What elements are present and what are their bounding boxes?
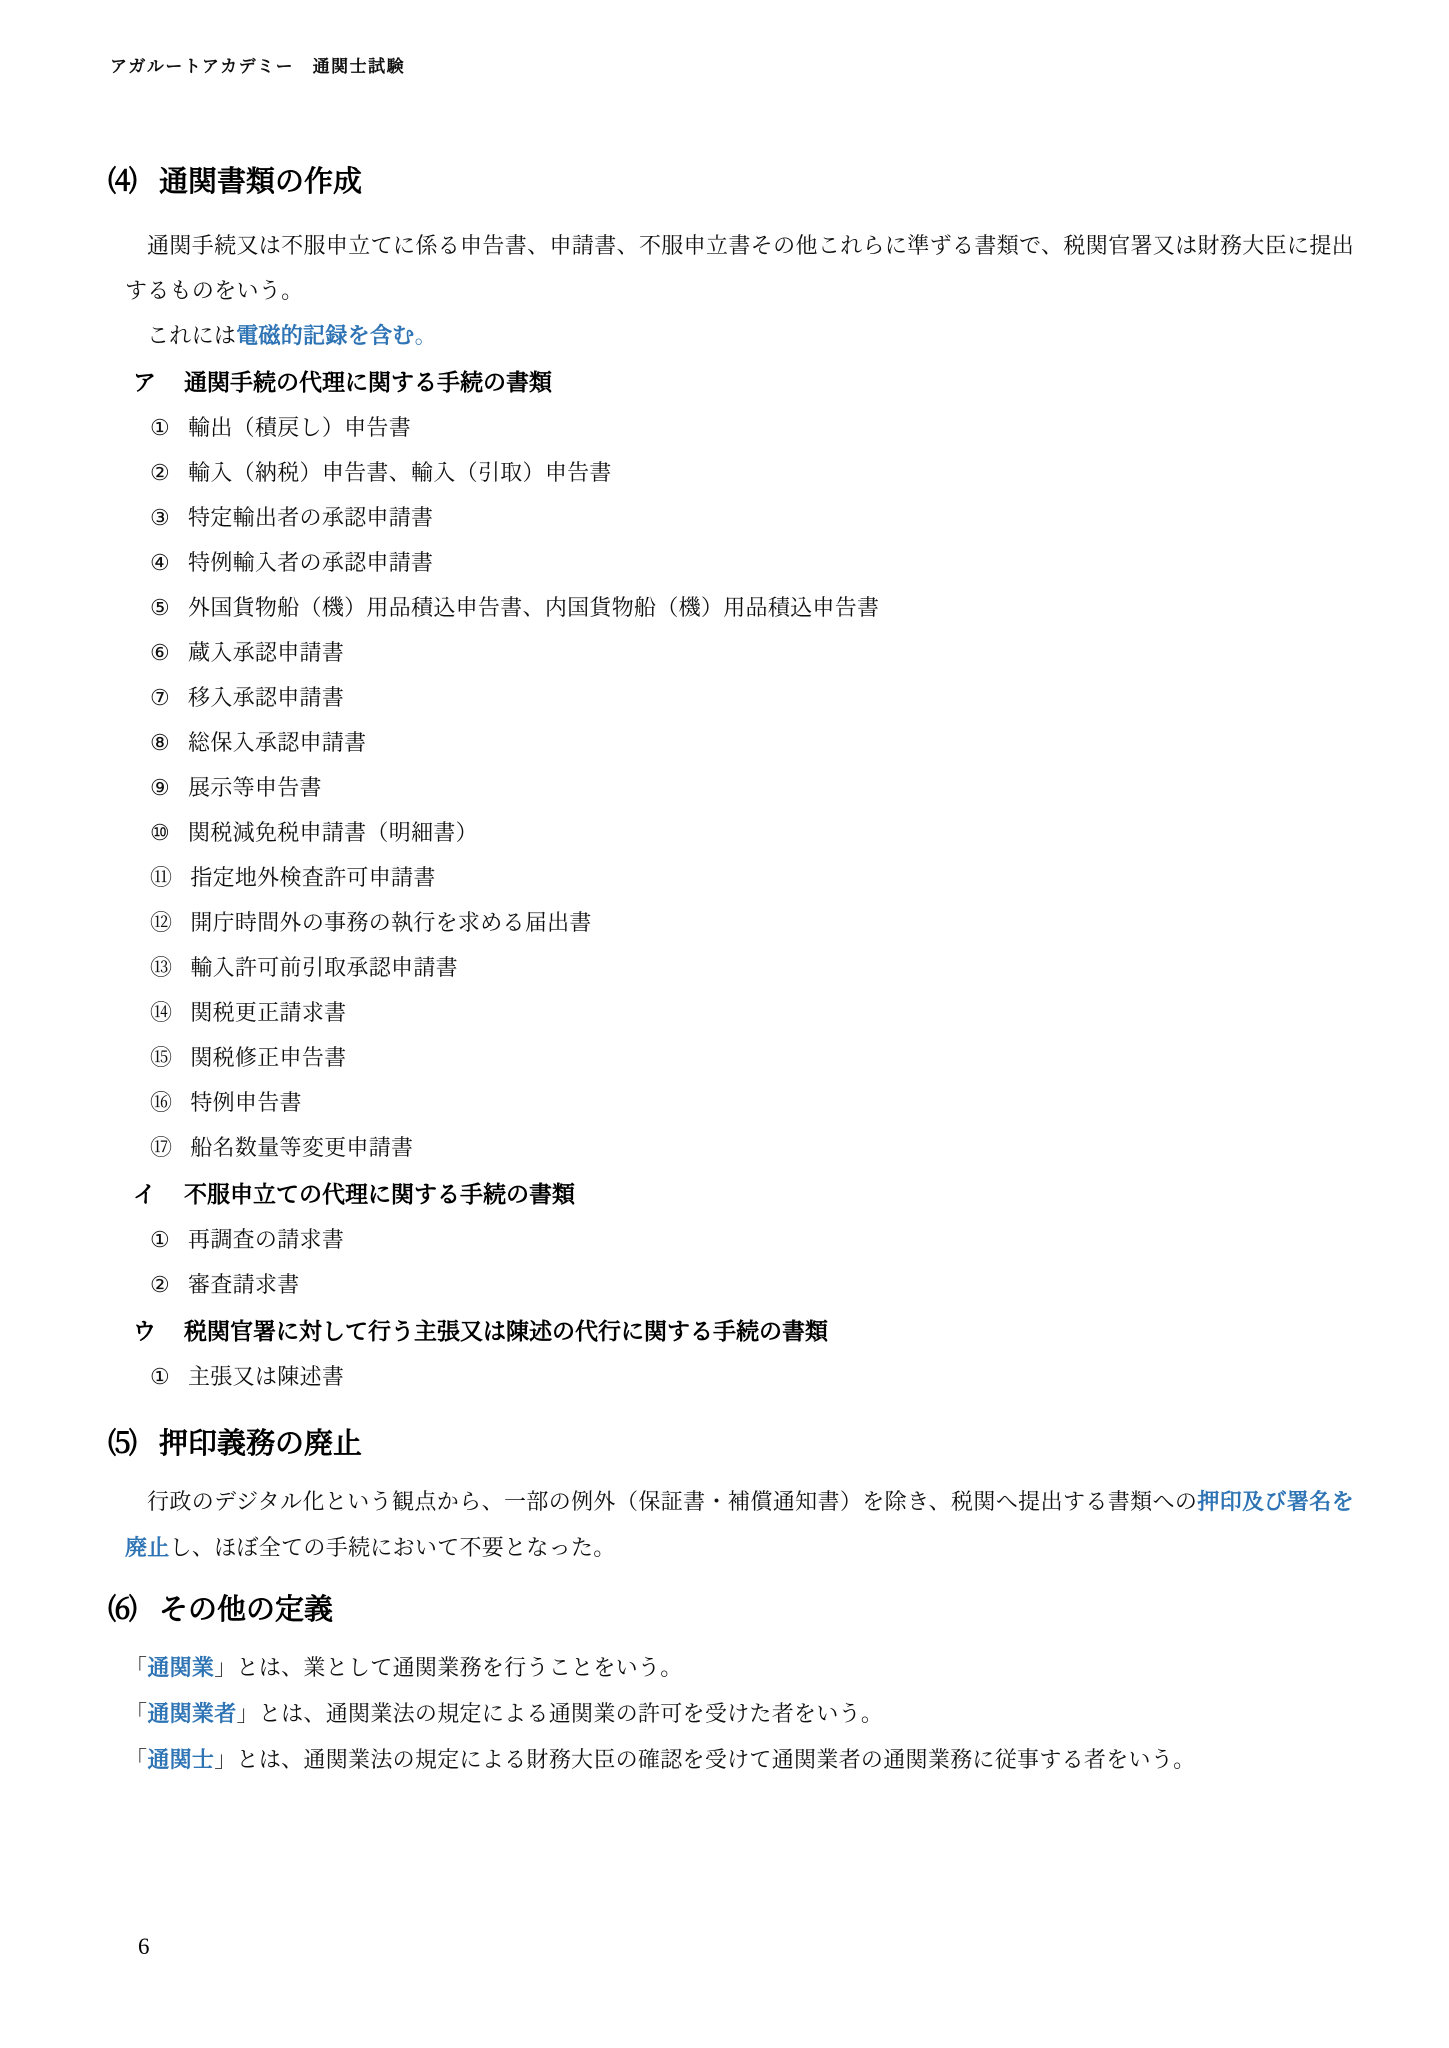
- item-text: 関税更正請求書: [190, 1000, 347, 1025]
- item-number: ⑭: [150, 1000, 173, 1025]
- list-item: [150, 675, 1354, 720]
- subsection-i-list: [150, 1217, 1354, 1307]
- list-item: [150, 495, 1354, 540]
- note-highlight: 電磁的記録を含む: [236, 323, 415, 348]
- subsection-u-kana: ウ: [133, 1318, 156, 1344]
- para-highlight: 押印及び署名を廃止: [125, 1489, 1354, 1560]
- subsection-i-title: 不服申立ての代理に関する手続の書類: [184, 1181, 575, 1207]
- definition-term: 通関業: [147, 1655, 215, 1680]
- para-prefix: 行政のデジタル化という観点から、一部の例外（保証書・補償通知書）を除き、税関へ提出する書類への: [147, 1489, 1198, 1514]
- list-item: [150, 540, 1354, 585]
- list-item: [150, 720, 1354, 765]
- list-item: [150, 1080, 1354, 1125]
- subsection-i-heading: [133, 1172, 1354, 1217]
- item-number: ①: [150, 415, 171, 440]
- section-4-number: ⑷: [108, 166, 138, 198]
- item-number: ⑧: [150, 730, 171, 755]
- list-item: [150, 1035, 1354, 1080]
- page-number: 6: [138, 1934, 150, 1959]
- bracket-open: 「: [125, 1701, 148, 1726]
- item-text: 船名数量等変更申請書: [190, 1135, 414, 1160]
- subsection-a-title: 通関手続の代理に関する手続の書類: [184, 369, 552, 395]
- list-item: [150, 810, 1354, 855]
- item-text: 再調査の請求書: [188, 1227, 345, 1252]
- definition-text: 」とは、業として通関業務を行うことをいう。: [214, 1655, 683, 1680]
- note-period: 。: [414, 323, 437, 348]
- item-number: ⑥: [150, 640, 171, 665]
- section-4-intro-paragraph: 通関手続又は不服申立てに係る申告書、申請書、不服申立書その他これらに準ずる書類で、税関官署又は財務大臣に提出するものをいう。: [125, 233, 1354, 303]
- section-6-heading: [108, 1591, 1354, 1629]
- subsection-i-kana: イ: [133, 1181, 156, 1207]
- item-number: ⑪: [150, 865, 173, 890]
- section-4-title: 通関書類の作成: [159, 166, 363, 198]
- item-number: ⑯: [150, 1090, 173, 1115]
- item-text: 開庁時間外の事務の執行を求める届出書: [190, 910, 592, 935]
- item-text: 輸入許可前引取承認申請書: [190, 955, 458, 980]
- definition-text: 」とは、通関業法の規定による財務大臣の確認を受けて通関業者の通関業務に従事する者をいう。: [214, 1747, 1196, 1772]
- item-text: 蔵入承認申請書: [188, 640, 345, 665]
- item-text: 展示等申告書: [188, 775, 322, 800]
- definition-line: [125, 1691, 1354, 1737]
- list-item: [150, 630, 1354, 675]
- item-number: ⑮: [150, 1045, 173, 1070]
- list-item: [150, 990, 1354, 1035]
- subsection-a-list: [150, 405, 1354, 1170]
- item-text: 審査請求書: [188, 1272, 300, 1297]
- list-item: [150, 855, 1354, 900]
- item-text: 特定輸出者の承認申請書: [188, 505, 434, 530]
- list-item: [150, 450, 1354, 495]
- item-number: ②: [150, 1272, 171, 1297]
- definition-line: [125, 1645, 1354, 1691]
- list-item: [150, 1217, 1354, 1262]
- section-4-note-line: [125, 313, 1354, 358]
- list-item: [150, 405, 1354, 450]
- list-item: [150, 900, 1354, 945]
- section-5-number: ⑸: [108, 1428, 138, 1460]
- item-text: 主張又は陳述書: [188, 1364, 345, 1389]
- definition-text: 」とは、通関業法の規定による通関業の許可を受けた者をいう。: [236, 1701, 884, 1726]
- item-number: ②: [150, 460, 171, 485]
- section-6-number: ⑹: [108, 1594, 138, 1626]
- section-4-heading: [108, 163, 1354, 201]
- item-text: 関税修正申告書: [190, 1045, 347, 1070]
- item-text: 特例輸入者の承認申請書: [188, 550, 434, 575]
- definition-term: 通関業者: [147, 1701, 237, 1726]
- subsection-u-heading: [133, 1309, 1354, 1354]
- item-text: 総保入承認申請書: [188, 730, 367, 755]
- list-item: [150, 585, 1354, 630]
- subsection-u-title: 税関官署に対して行う主張又は陳述の代行に関する手続の書類: [184, 1318, 828, 1344]
- subsection-u-list: [150, 1354, 1354, 1399]
- item-number: ③: [150, 505, 171, 530]
- subsection-a-kana: ア: [133, 369, 156, 395]
- item-text: 特例申告書: [190, 1090, 302, 1115]
- item-number: ⑰: [150, 1135, 173, 1160]
- list-item: [150, 1354, 1354, 1399]
- section-6-title: その他の定義: [159, 1594, 334, 1626]
- section-5-paragraph: [125, 1479, 1354, 1571]
- list-item: [150, 945, 1354, 990]
- section-5-heading: [108, 1425, 1354, 1463]
- definition-term: 通関士: [147, 1747, 215, 1772]
- item-number: ④: [150, 550, 171, 575]
- item-number: ①: [150, 1364, 171, 1389]
- bracket-open: 「: [125, 1655, 148, 1680]
- note-prefix: これには: [147, 323, 237, 348]
- item-number: ⑫: [150, 910, 173, 935]
- item-text: 指定地外検査許可申請書: [190, 865, 436, 890]
- item-text: 輸出（積戻し）申告書: [188, 415, 412, 440]
- item-number: ⑬: [150, 955, 173, 980]
- list-item: [150, 765, 1354, 810]
- para-suffix: し、ほぼ全ての手続において不要となった。: [169, 1535, 616, 1560]
- list-item: [150, 1125, 1354, 1170]
- item-number: ①: [150, 1227, 171, 1252]
- item-number: ⑩: [150, 820, 171, 845]
- list-item: [150, 1262, 1354, 1307]
- definitions-block: [108, 1645, 1354, 1783]
- item-text: 関税減免税申請書（明細書）: [188, 820, 478, 845]
- definition-line: [125, 1737, 1354, 1783]
- section-5-title: 押印義務の廃止: [159, 1428, 363, 1460]
- item-text: 移入承認申請書: [188, 685, 345, 710]
- item-text: 輸入（納税）申告書、輸入（引取）申告書: [188, 460, 612, 485]
- subsection-a-heading: [133, 360, 1354, 405]
- item-number: ⑦: [150, 685, 171, 710]
- item-number: ⑤: [150, 595, 171, 620]
- bracket-open: 「: [125, 1747, 148, 1772]
- item-text: 外国貨物船（機）用品積込申告書、内国貨物船（機）用品積込申告書: [188, 595, 880, 620]
- doc-header: アガルートアカデミー 通関士試験: [110, 57, 406, 76]
- item-number: ⑨: [150, 775, 171, 800]
